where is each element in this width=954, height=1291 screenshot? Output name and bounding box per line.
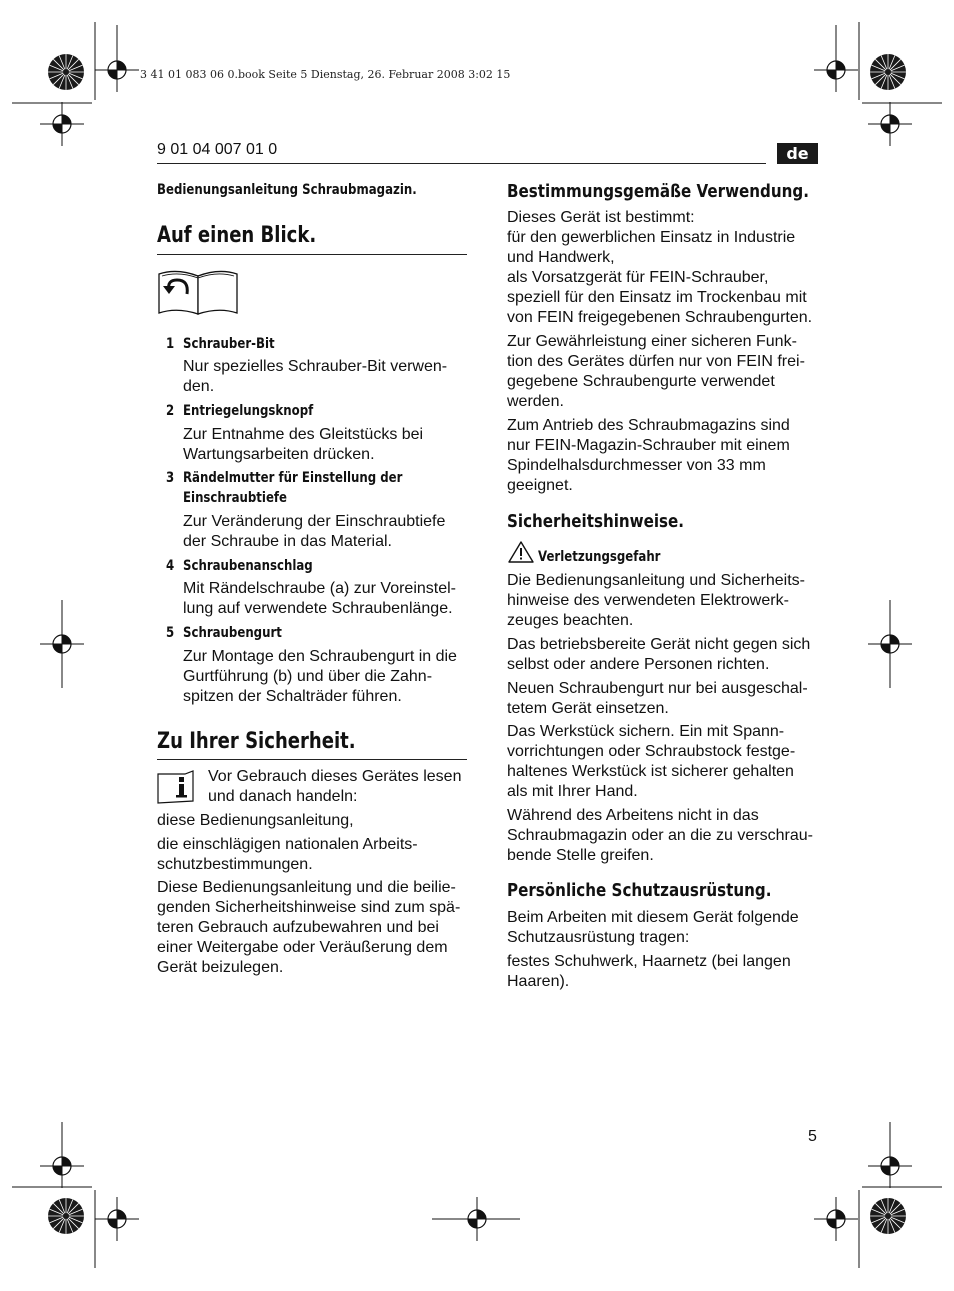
safety-notes-paragraph-2: Das betriebsbereite Gerät nicht gegen sich selbst oder andere Personen richten. xyxy=(507,636,811,673)
overview-heading: Auf einen Blick. xyxy=(157,223,317,248)
item-3-title: Rändelmutter für Einstellung der Einschraubtiefe xyxy=(183,470,403,506)
safety-paragraph-3: Diese Bedienungsanleitung und die beilie- genden Sicherheitshinweise sind zum spä- teren Gebrauch aufzubewahren und bei einer Weitergabe oder Veräußerung dem Gerät beizulegen. xyxy=(157,879,461,976)
ppe-paragraph-1: Beim Arbeiten mit diesem Gerät folgende Schutzausrüstung tragen: xyxy=(507,909,799,946)
info-icon xyxy=(157,770,195,804)
safety-rule xyxy=(157,759,467,760)
item-4-number: 4 xyxy=(166,558,175,574)
safety-paragraph-1: diese Bedienungsanleitung, xyxy=(157,812,354,829)
ppe-heading: Persönliche Schutzausrüstung. xyxy=(507,880,772,901)
language-badge: de xyxy=(777,143,818,164)
item-5-description: Zur Montage den Schraubengurt in die Gurtführung (b) und über die Zahn- spitzen der Schalträder führen. xyxy=(183,648,457,705)
safety-notes-paragraph-4: Das Werkstück sichern. Ein mit Spann- vorrichtungen oder Schraubstock festge- haltenes Werkstück ist sicherer gehalten als mit Ihrer Hand. xyxy=(507,723,796,800)
warning-label: Verletzungsgefahr xyxy=(538,549,661,565)
item-3-description: Zur Veränderung der Einschraubtiefe der Schraube in das Material. xyxy=(183,513,446,550)
header-rule xyxy=(157,163,766,164)
safety-heading: Zu Ihrer Sicherheit. xyxy=(157,729,356,754)
item-5-number: 5 xyxy=(166,625,175,641)
warning-triangle-icon xyxy=(507,540,535,564)
item-2-number: 2 xyxy=(166,403,175,419)
safety-notes-paragraph-1: Die Bedienungsanleitung und Sicherheits- hinweise des verwendeten Elektrowerk- zeuges beachten. xyxy=(507,572,805,629)
item-3-number: 3 xyxy=(166,470,175,486)
item-1-number: 1 xyxy=(166,336,175,352)
print-info-line: 3 41 01 083 06 0.book Seite 5 Dienstag, 26. Februar 2008 3:02 15 xyxy=(140,68,511,81)
item-5-title: Schraubengurt xyxy=(183,625,282,641)
item-1-description: Nur spezielles Schrauber-Bit verwen- den. xyxy=(183,358,448,395)
intended-use-paragraph-3: Zum Antrieb des Schraubmagazins sind nur FEIN-Magazin-Schrauber mit einem Spindelhalsdurchmesser von 33 mm geeignet. xyxy=(507,417,790,494)
intended-use-paragraph-2: Zur Gewährleistung einer sicheren Funk- tion des Gerätes dürfen nur von FEIN frei- gegebene Schraubengurte verwendet werden. xyxy=(507,333,805,410)
document-number: 9 01 04 007 01 0 xyxy=(157,141,278,158)
safety-notes-heading: Sicherheitshinweise. xyxy=(507,511,685,532)
page-number: 5 xyxy=(808,1128,817,1145)
safety-paragraph-2: die einschlägigen nationalen Arbeits- schutzbestimmungen. xyxy=(157,836,418,873)
safety-notes-paragraph-3: Neuen Schraubengurt nur bei ausgeschal- tetem Gerät einsetzen. xyxy=(507,680,808,717)
item-2-title: Entriegelungsknopf xyxy=(183,403,314,419)
ppe-paragraph-2: festes Schuhwerk, Haarnetz (bei langen Haaren). xyxy=(507,953,791,990)
book-manual-icon xyxy=(157,264,241,318)
item-1-title: Schrauber-Bit xyxy=(183,336,275,352)
item-4-title: Schraubenanschlag xyxy=(183,558,313,574)
intended-use-heading: Bestimmungsgemäße Verwendung. xyxy=(507,181,809,202)
item-4-description: Mit Rändelschraube (a) zur Voreinstel- lung auf verwendete Schraubenlänge. xyxy=(183,580,457,617)
intended-use-paragraph-1: Dieses Gerät ist bestimmt: für den gewerblichen Einsatz in Industrie und Handwerk, als Vorsatzgerät für FEIN-Schrauber, speziell für den Einsatz im Trockenbau mit von FEIN freigegebenen Schraubengurten. xyxy=(507,209,813,326)
safety-notes-paragraph-5: Während des Arbeitens nicht in das Schraubmagazin oder an die zu verschrau- bende Stelle greifen. xyxy=(507,807,813,864)
overview-rule xyxy=(157,254,467,255)
item-2-description: Zur Entnahme des Gleitstücks bei Wartungsarbeiten drücken. xyxy=(183,426,424,463)
manual-title: Bedienungsanleitung Schraubmagazin. xyxy=(157,182,417,198)
info-note: Vor Gebrauch dieses Gerätes lesen und danach handeln: xyxy=(208,768,462,805)
